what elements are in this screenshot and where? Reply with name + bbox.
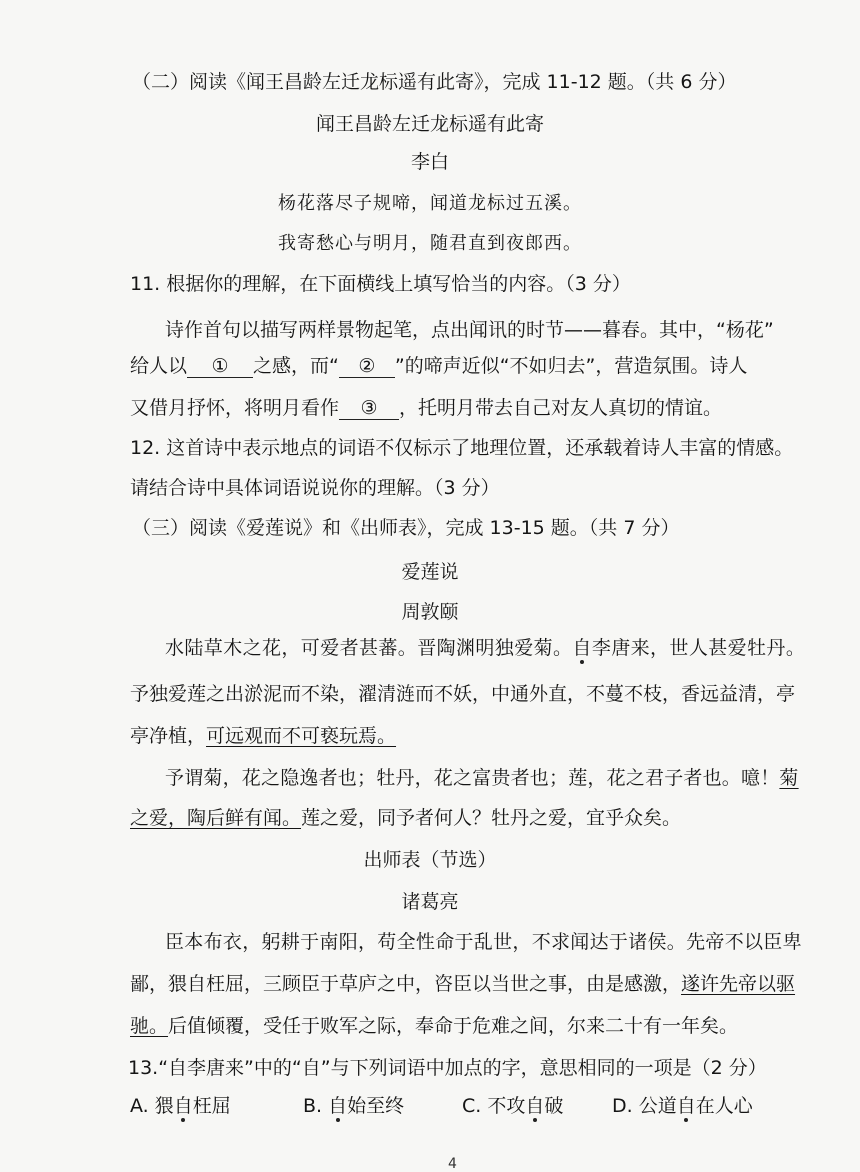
q11-text: ”的啼声近似“不如归去”，营造氛围。诗人 — [394, 355, 748, 377]
option-d[interactable] — [612, 1092, 753, 1120]
option-b[interactable] — [303, 1092, 404, 1120]
question-12-line-2: 请结合诗中具体词语说说你的理解。（3 分） — [130, 477, 500, 499]
question-12-line-1: 12. 这首诗中表示地点的词语不仅标示了地理位置，还承载着诗人丰富的情感。 — [130, 437, 794, 459]
q11-text: 之感，而“ — [253, 355, 339, 377]
ailian-text: 水陆草木之花，可爱者甚蕃。晋陶渊明独爱菊。 — [165, 637, 573, 659]
question-11-line-3 — [130, 394, 722, 422]
text2-title: 出师表（节选） — [363, 849, 497, 871]
poem-line-2: 我寄愁心与明月，随君直到夜郎西。 — [278, 233, 582, 254]
question-11-line-2 — [130, 352, 747, 380]
page-number: 4 — [448, 1156, 457, 1172]
answer-blank-2[interactable]: ② — [339, 355, 395, 378]
text1-author: 周敦颐 — [401, 601, 459, 623]
chushibiao-text: 后值倾覆，受任于败军之际，奉命于危难之间，尔来二十有一年矣。 — [168, 1015, 739, 1037]
option-c[interactable] — [462, 1092, 563, 1120]
question-11-line-1: 诗作首句以描写两样景物起笔，点出闻讯的时节——暮春。其中，“杨花” — [165, 319, 774, 341]
ailian-para1-line3 — [130, 722, 396, 750]
option-label: C. — [462, 1095, 482, 1117]
dotted-char: 自 — [525, 1095, 545, 1117]
q11-text: 给人以 — [130, 355, 188, 377]
underlined-sentence: 遂许先帝以驱 — [681, 973, 796, 995]
question-13-stem: 13.“自李唐来”中的“自”与下列词语中加点的字，意思相同的一项是（2 分） — [128, 1057, 767, 1079]
option-text: 在人心 — [695, 1095, 753, 1117]
chushibiao-line1: 臣本布衣，躬耕于南阳，苟全性命于乱世，不求闻达于诸侯。先帝不以臣卑 — [165, 931, 802, 953]
option-text: 始至终 — [347, 1095, 405, 1117]
option-text: 猥 — [154, 1095, 174, 1117]
q11-text: 又借月抒怀，将明月看作 — [130, 397, 340, 419]
ailian-para1-line1 — [165, 634, 805, 662]
option-a[interactable] — [130, 1092, 231, 1120]
text1-title: 爱莲说 — [401, 561, 459, 583]
chushibiao-line2 — [130, 970, 795, 998]
underlined-sentence: 菊 — [779, 767, 799, 789]
option-text: 公道 — [638, 1095, 677, 1117]
dotted-char: 自 — [676, 1095, 696, 1117]
ailian-text: 予谓菊，花之隐逸者也；牡丹，花之富贵者也；莲，花之君子者也。噫！ — [165, 767, 780, 789]
answer-blank-1[interactable]: ① — [187, 355, 253, 378]
poem-author: 李白 — [410, 151, 449, 173]
dotted-char: 自 — [572, 637, 592, 659]
question-11-stem: 11. 根据你的理解，在下面横线上填写恰当的内容。（3 分） — [130, 273, 631, 295]
ailian-text: 李唐来，世人甚爱牡丹。 — [591, 637, 806, 659]
option-label: D. — [612, 1095, 633, 1117]
q11-text: ，托明月带去自己对友人真切的情谊。 — [399, 397, 723, 419]
dotted-char: 自 — [328, 1095, 348, 1117]
underlined-sentence: 驰。 — [130, 1015, 169, 1037]
section3-heading: （三）阅读《爱莲说》和《出师表》，完成 13-15 题。（共 7 分） — [132, 517, 680, 539]
ailian-text: 莲之爱，同予者何人？牡丹之爱，宜乎众矣。 — [301, 807, 682, 829]
chushibiao-line3 — [130, 1012, 738, 1040]
underlined-sentence: 可远观而不可亵玩焉。 — [206, 725, 397, 747]
underlined-sentence: 之爱，陶后鲜有闻。 — [130, 807, 302, 829]
chushibiao-text: 鄙，猥自枉屈，三顾臣于草庐之中，咨臣以当世之事，由是感激， — [130, 973, 682, 995]
ailian-para2-line2 — [130, 804, 681, 832]
ailian-text: 亭净植， — [130, 725, 207, 747]
answer-blank-3[interactable]: ③ — [339, 397, 399, 420]
dotted-char: 自 — [173, 1095, 193, 1117]
text2-author: 诸葛亮 — [401, 891, 459, 913]
poem-line-1: 杨花落尽子规啼，闻道龙标过五溪。 — [278, 193, 582, 214]
ailian-para2-line1 — [165, 764, 799, 792]
option-label: A. — [130, 1095, 149, 1117]
section2-heading: （二）阅读《闻王昌龄左迁龙标遥有此寄》，完成 11-12 题。（共 6 分） — [132, 71, 737, 93]
option-text: 枉屈 — [192, 1095, 231, 1117]
ailian-para1-line2: 予独爱莲之出淤泥而不染，濯清涟而不妖，中通外直，不蔓不枝，香远益清，亭 — [130, 683, 796, 705]
poem-title: 闻王昌龄左迁龙标遥有此寄 — [315, 113, 544, 135]
option-text: 破 — [544, 1095, 564, 1117]
option-text: 不攻 — [487, 1095, 526, 1117]
option-label: B. — [303, 1095, 323, 1117]
